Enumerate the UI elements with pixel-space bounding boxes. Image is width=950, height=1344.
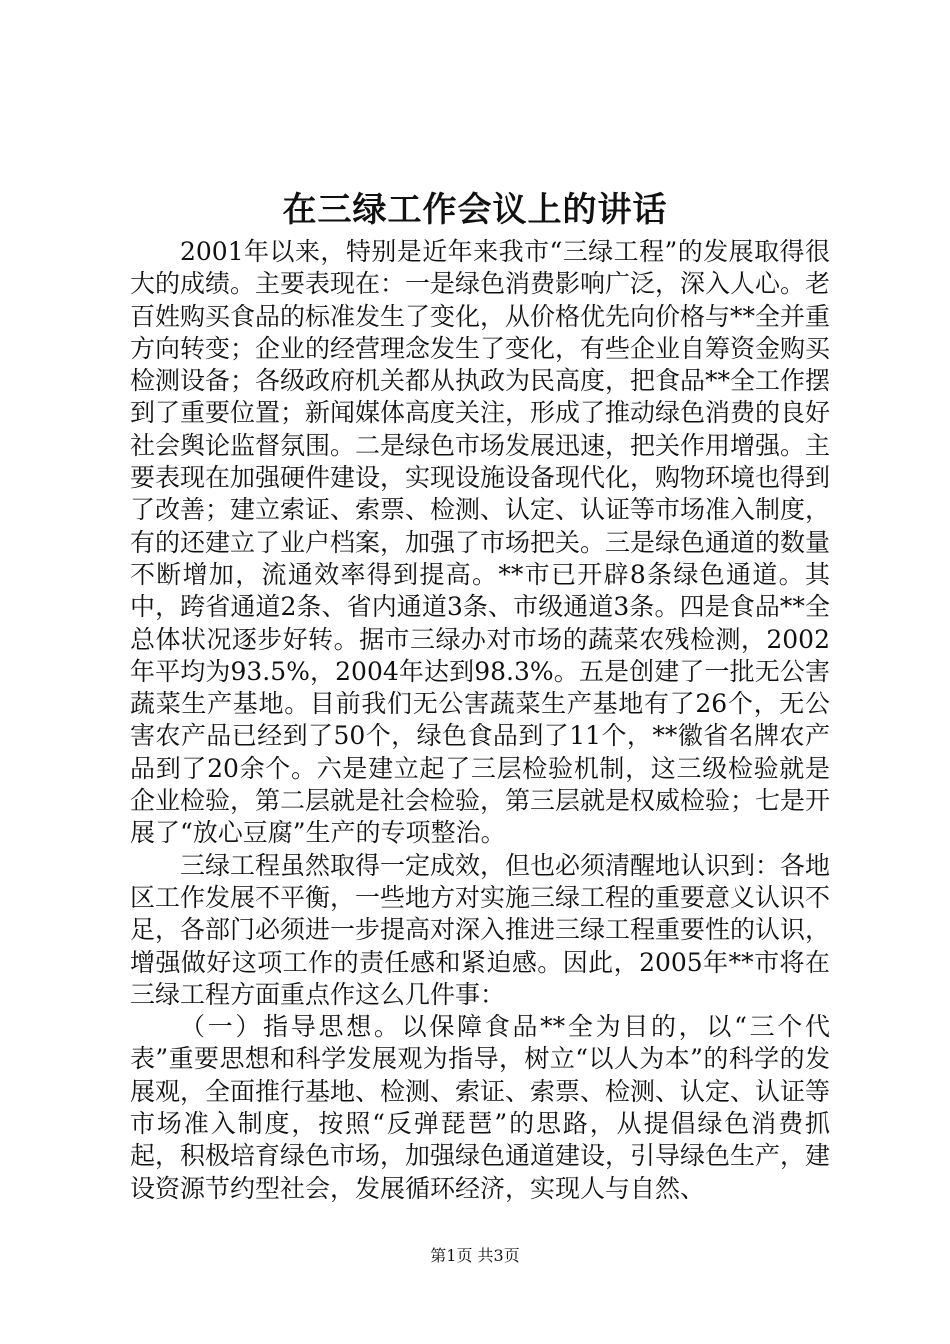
paragraph-1: 2001年以来，特别是近年来我市“三绿工程”的发展取得很大的成绩。主要表现在：一是绿色消费影响广泛，深入人心。老百姓购买食品的标准发生了变化，从价格优先向价格与**全并重方向转变；企业的经营理念发生了变化，有些企业自筹资金购买检测设备；各级政府机关都从执政为民高度，把食品**全工作摆到了重要位置；新闻媒体高度关注，形成了推动绿色消费的良好社会舆论监督氛围。二是绿色市场发展迅速，把关作用增强。主要表现在加强硬件建设，实现设施设备现代化，购物环境也得到了改善；建立索证、索票、检测、认定、认证等市场准入制度，有的还建立了业户档案，加强了市场把关。三是绿色通道的数量不断增加，流通效率得到提高。**市已开辟8条绿色通道。其中，跨省通道2条、省内通道3条、市级通道3条。四是食品**全总体状况逐步好转。据市三绿办对市场的蔬菜农残检测，2002年平均为93.5%，2004年达到98.3%。五是创建了一批无公害蔬菜生产基地。目前我们无公害蔬菜生产基地有了26个，无公害农产品已经到了50个，绿色食品到了11个，**徽省名牌农产品到了20余个。六是建立起了三层检验机制，这三级检验就是企业检验，第二层就是社会检验，第三层就是权威检验；七是开展了“放心豆腐”生产的专项整治。 [130,237,831,848]
document-title: 在三绿工作会议上的讲话 [282,190,668,230]
document-body [130,236,830,1205]
paragraph-2: 三绿工程虽然取得一定成效，但也必须清醒地认识到：各地区工作发展不平衡，一些地方对实施三绿工程的重要意义认识不足，各部门必须进一步提高对深入推进三绿工程重要性的认识，增强做好这项工作的责任感和紧迫感。因此，2005年**市将在三绿工程方面重点作这么几件事： [130,850,831,1009]
paragraph-3: （一）指导思想。以保障食品**全为目的，以“三个代表”重要思想和科学发展观为指导，树立“以人为本”的科学的发展观，全面推行基地、检测、索证、索票、检测、认定、认证等市场准入制度，按照“反弹琵琶”的思路，从提倡绿色消费抓起，积极培育绿色市场，加强绿色通道建设，引导绿色生产，建设资源节约型社会，发展循环经济，实现人与自然、 [130,1012,831,1203]
page-number-footer: 第1页 共3页 [430,1246,520,1265]
